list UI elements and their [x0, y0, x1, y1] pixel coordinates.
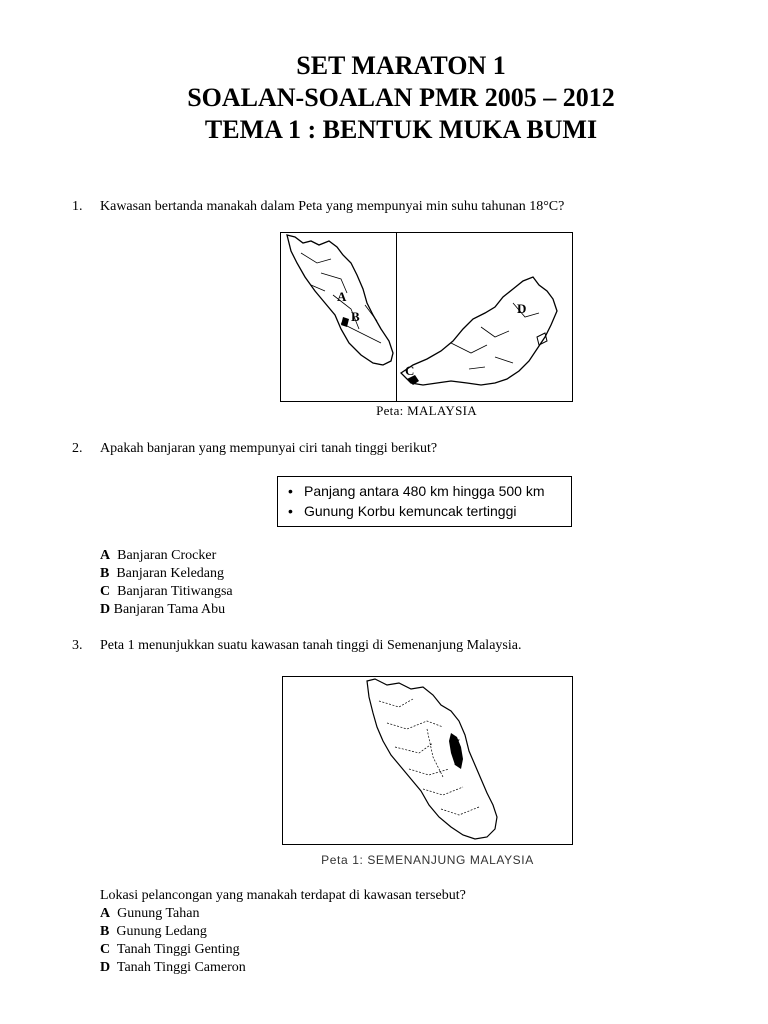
- map-label-b: B: [351, 309, 360, 324]
- map-caption: Peta: MALAYSIA: [376, 403, 477, 418]
- question-text: Peta 1 menunjukkan suatu kawasan tanah tinggi di Semenanjung Malaysia.: [100, 638, 522, 653]
- option-letter: D: [100, 960, 111, 975]
- map-label-c: C: [405, 363, 415, 378]
- title-line-2: SOALAN-SOALAN PMR 2005 – 2012: [187, 83, 615, 112]
- option-letter: C: [100, 584, 111, 599]
- bullet-icon: •: [288, 503, 293, 519]
- characteristics-box: [277, 476, 572, 527]
- peninsular-malaysia-map: [282, 676, 573, 845]
- option-letter: B: [100, 924, 110, 939]
- answer-options: [100, 547, 233, 619]
- title-line-1: SET MARATON 1: [296, 51, 506, 80]
- option-text: Gunung Tahan: [117, 906, 200, 921]
- malaysia-map-drawing: [281, 233, 574, 403]
- characteristic-text: Panjang antara 480 km hingga 500 km: [304, 483, 545, 499]
- answer-options: [100, 905, 246, 977]
- option-a: [100, 905, 246, 923]
- option-text: Tanah Tinggi Genting: [116, 942, 240, 957]
- peninsular-map-drawing: [283, 677, 574, 846]
- option-a: [100, 547, 233, 565]
- question-number: 3.: [72, 638, 83, 653]
- title-line-3: TEMA 1 : BENTUK MUKA BUMI: [204, 115, 598, 144]
- bullet-icon: •: [288, 483, 293, 499]
- option-letter: A: [100, 906, 111, 921]
- question-text: Lokasi pelancongan yang manakah terdapat di kawasan tersebut?: [100, 888, 466, 903]
- option-c: [100, 941, 246, 959]
- document-title: [0, 50, 768, 146]
- option-b: [100, 565, 233, 583]
- option-b: [100, 923, 246, 941]
- question-text: Kawasan bertanda manakah dalam Peta yang mempunyai min suhu tahunan 18°C?: [100, 199, 565, 214]
- question-number: 1.: [72, 199, 83, 214]
- option-d: [100, 959, 246, 977]
- characteristic-text: Gunung Korbu kemuncak tertinggi: [304, 503, 517, 519]
- option-c: [100, 583, 233, 601]
- option-d: [100, 601, 233, 619]
- option-text: Banjaran Titiwangsa: [117, 584, 233, 599]
- option-text: Banjaran Tama Abu: [113, 602, 226, 617]
- option-text: Banjaran Crocker: [117, 548, 217, 563]
- map-label-d: D: [517, 301, 527, 316]
- characteristic-item: [288, 481, 561, 501]
- characteristic-item: [288, 501, 561, 521]
- map-caption: Peta 1: SEMENANJUNG MALAYSIA: [321, 853, 534, 867]
- option-text: Tanah Tinggi Cameron: [116, 960, 246, 975]
- malaysia-map: [280, 232, 573, 402]
- map-label-a: A: [337, 289, 347, 304]
- option-letter: C: [100, 942, 111, 957]
- option-letter: A: [100, 548, 111, 563]
- option-letter: B: [100, 566, 110, 581]
- question-number: 2.: [72, 441, 83, 456]
- option-text: Gunung Ledang: [116, 924, 207, 939]
- option-letter: D: [100, 602, 111, 617]
- option-text: Banjaran Keledang: [116, 566, 225, 581]
- question-text: Apakah banjaran yang mempunyai ciri tanah tinggi berikut?: [100, 441, 438, 456]
